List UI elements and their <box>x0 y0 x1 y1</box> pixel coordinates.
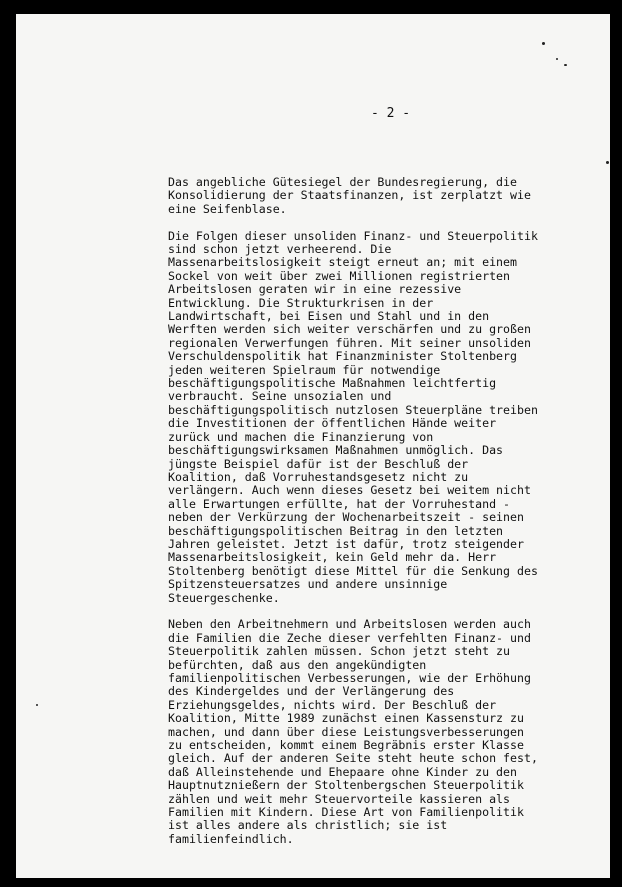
text-line: Verschuldenspolitik hat Finanzminister Stoltenberg <box>168 349 518 364</box>
text-line: Spitzensteuersatzes und andere unsinnige <box>168 577 448 592</box>
text-line: machen, und dann über diese Leistungsverbesserungen <box>168 724 524 739</box>
page-number: - 2 - <box>371 106 411 121</box>
scan-speck <box>564 64 567 66</box>
text-line: zurück und machen die Finanzierung von <box>168 429 434 444</box>
text-line: Stoltenberg benötigt diese Mittel für die Senkung des <box>168 563 538 578</box>
text-line: Massenarbeitslosigkeit, kein Geld mehr da. Herr <box>168 550 497 565</box>
text-line: Familien mit Kindern. Diese Art von Familienpolitik <box>168 805 524 820</box>
text-line: verlängern. Auch wenn dieses Gesetz bei weitem nicht <box>168 483 531 498</box>
text-line: Neben den Arbeitnehmern und Arbeitslosen werden auch <box>168 617 531 632</box>
letter-body <box>168 176 598 860</box>
text-line: jeden weiteren Spielraum für notwendige <box>168 362 441 377</box>
text-line: Landwirtschaft, bei Eisen und Stahl und in den <box>168 309 490 324</box>
text-line: Steuerpolitik zahlen müssen. Schon jetzt steht zu <box>168 644 511 659</box>
text-line: Konsolidierung der Staatsfinanzen, ist zerplatzt wie <box>168 188 531 203</box>
text-line: Das angebliche Gütesiegel der Bundesregierung, die <box>168 175 518 189</box>
text-line: des Kindergeldes und der Verlängerung des <box>168 684 455 699</box>
paragraph-familien <box>168 618 598 846</box>
text-line: sind schon jetzt verheerend. Die <box>168 242 392 257</box>
text-line: jüngste Beispiel dafür ist der Beschluß der <box>168 456 469 471</box>
text-line: familienfeindlich. <box>168 831 294 846</box>
text-line: Werften werden sich weiter verschärfen und zu großen <box>168 322 531 337</box>
text-line: befürchten, daß aus den angekündigten <box>168 657 427 672</box>
text-line: Arbeitslosen geraten wir in eine rezessive <box>168 282 462 297</box>
text-line: die Investitionen der öffentlichen Hände weiter <box>168 416 497 431</box>
text-line: Entwicklung. Die Strukturkrisen in der <box>168 295 434 310</box>
text-line: Steuergeschenke. <box>168 590 280 605</box>
text-line: neben der Verkürzung der Wochenarbeitszeit - seinen <box>168 510 524 525</box>
text-line: die Familien die Zeche dieser verfehlten Finanz- und <box>168 630 531 645</box>
text-line: beschäftigungspolitisch nutzlosen Steuerpläne treiben <box>168 402 538 417</box>
text-line: beschäftigungspolitischen Beitrag in den letzten <box>168 523 504 538</box>
text-line: ist alles andere als christlich; sie ist <box>168 818 448 833</box>
text-line: daß Alleinstehende und Ehepaare ohne Kinder zu den <box>168 764 518 779</box>
paragraph-folgen <box>168 230 598 605</box>
scan-speck <box>556 58 558 60</box>
text-line: Jahren geleistet. Jetzt ist dafür, trotz steigender <box>168 536 524 551</box>
text-line: beschäftigungspolitische Maßnahmen leichtfertig <box>168 376 497 391</box>
text-line: alle Erwartungen erfüllte, hat der Vorruhestand - <box>168 496 511 511</box>
text-line: eine Seifenblase. <box>168 201 287 216</box>
scan-speck <box>36 704 38 706</box>
text-line: Koalition, Mitte 1989 zunächst einen Kassensturz zu <box>168 711 524 726</box>
text-line: Koalition, daß Vorruhestandsgesetz nicht zu <box>168 469 469 484</box>
text-line: Die Folgen dieser unsoliden Finanz- und Steuerpolitik <box>168 228 538 243</box>
scan-speck <box>542 42 545 45</box>
document-page <box>16 14 610 878</box>
text-line: beschäftigungswirksamen Maßnahmen unmöglich. Das <box>168 443 504 458</box>
scan-speck <box>606 161 609 164</box>
text-line: familienpolitischen Verbesserungen, wie der Erhöhung <box>168 671 531 685</box>
text-line: verbraucht. Seine unsozialen und <box>168 389 392 404</box>
paragraph-intro <box>168 176 598 216</box>
text-line: regionalen Verwerfungen führen. Mit seiner unsoliden <box>168 335 531 350</box>
text-line: zählen und weit mehr Steuervorteile kassieren als <box>168 791 511 806</box>
text-line: Hauptnutznießern der Stoltenbergschen Steuerpolitik <box>168 778 524 793</box>
text-line: Erziehungsgeldes, nichts wird. Der Beschluß der <box>168 697 497 712</box>
text-line: Sockel von weit über zwei Millionen registrierten <box>168 268 511 283</box>
text-line: gleich. Auf der anderen Seite steht heute schon fest, <box>168 751 538 766</box>
text-line: zu entscheiden, kommt einem Begräbnis erster Klasse <box>168 738 524 753</box>
text-line: Massenarbeitslosigkeit steigt erneut an; mit einem <box>168 255 518 270</box>
